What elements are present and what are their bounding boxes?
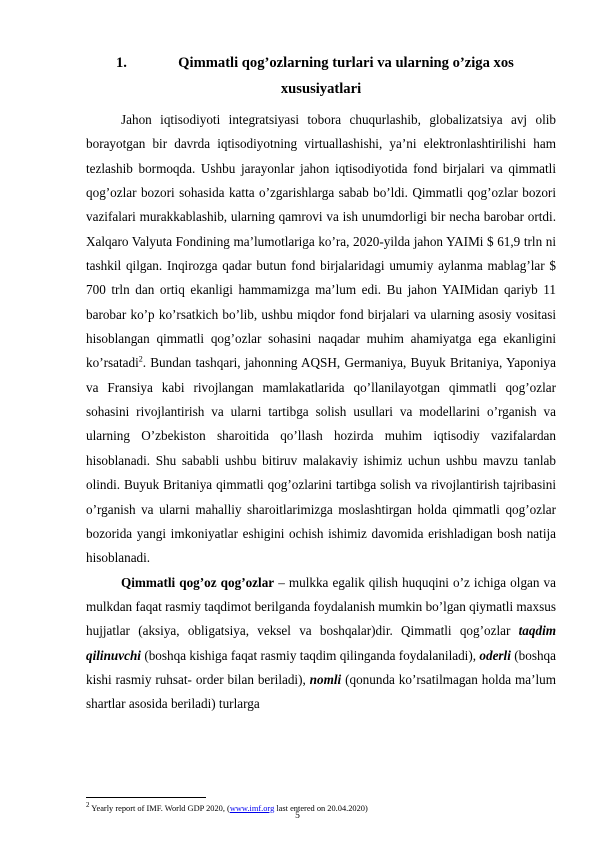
section-number: 1. [116, 55, 127, 71]
footnote-text: Yearly report of IMF. World GDP 2020, ( [89, 803, 230, 813]
footnote-reference[interactable]: 2 [138, 355, 143, 365]
defined-term: Qimmatli qog’oz qog’ozlar [121, 574, 275, 590]
paragraph-2-text-3: (boshqa kishi rasmiy ruhsat- order bilan beriladi), [86, 647, 556, 687]
emphasis-term-1: taqdim qilinuvchi [86, 623, 556, 663]
paragraph-1-continuation: . Bundan tashqari, jahonning AQSH, Germaniya, Buyuk Britaniya, Yaponiya va Fransiya kabi rivojlangan mamlakatlarida qo’llanilayotgan qimmatli qog’ozlar sohasini rivojlantirish va ularni tartibga solish usullari va modellarini o’rganish va ularning O’zbekiston sharoitida qo’llash hozirda muhim iqtisodiy vazifalardan hisoblanadi. Shu sababli ushbu bitiruv malakaviy ishimiz uchun ushbu mavzu tanlab olindi. Buyuk Britaniya qimmatli qog’ozlarini tartibga solish va rivojlantirish tajribasini o’rganish va ularni mahalliy sharoitlarimizga moslashtirgan holda qimmatli qog’ozlar bozorida yangi imkoniyatlar eshigini ochish ishimiz davomida erishladigan bosh natija hisoblanadi. [86, 355, 556, 566]
paragraph-2-text-2: (boshqa kishiga faqat rasmiy taqdim qilinganda foydalaniladi), [140, 647, 480, 663]
paragraph-2-text-4: (qonunda ko’rsatilmagan holda ma’lum shartlar asosida beriladi) turlarga [86, 671, 556, 712]
footnote-separator [86, 797, 206, 798]
paragraph-2-text-1: – mulkka egalik qilish huquqini o’z ichiga olgan va mulkdan faqat rasmiy taqdimot berilganda foydalanish mumkin bo’lgan qiymatli maxsus hujjatlar (aksiya, obligatsiya, veksel va boshqalar)dir. Qimmatli qog’ozlar [86, 574, 556, 639]
paragraph-1-text: Jahon iqtisodiyoti integratsiyasi tobora chuqurlashib, globalizatsiya avj olib borayotgan bir davrda iqtisodiyotning virtuallashishi, ya’ni elektronlashtirilishi ham tezlashib bormoqda. Ushbu jarayonlar jahon iqtisodiyotida fond birjalari va qimmatli qog’ozlar bozori sohasida katta o’zgarishlarga sabab bo’ldi. Qimmatli qog’ozlar bozori vazifalari murakkablashib, ularning qamrovi va ish unumdorligi bir necha barobar ortdi. Xalqaro Valyuta Fondining ma’lumotlariga ko’ra, 2020-yilda jahon YAIMi $ 61,9 trln ni tashkil qilgan. Inqirozga qadar butun fond birjalaridagi umumiy aylanma mablag’lar $ 700 trln dan ortiq ekanligi hammamizga ma’lum edi. Bu jahon YAIMidan qariyb 11 barobar ko’p ko’rsatkich bo’lib, ushbu miqdor fond birjalari va ularning asosiy vositasi hisoblangan qimmatli qog’ozlar sohasini naqadar muhim ahamiyatga ega ekanligini ko’rsatadi [86, 112, 556, 371]
emphasis-term-2: oderli [479, 647, 511, 663]
paragraph-1 [86, 108, 556, 571]
footnote-mark: 2 [86, 801, 90, 809]
heading-line-2: xususiyatlari [280, 81, 362, 97]
footnote-text-end: last entered on 20.04.2020) [274, 803, 368, 813]
body-text [86, 108, 556, 717]
emphasis-term-3: nomli [309, 671, 342, 687]
paragraph-2 [86, 571, 556, 717]
section-heading [86, 50, 556, 102]
page-number: 5 [295, 811, 300, 821]
heading-line-1: Qimmatli qog’ozlarning turlari va ularning o’ziga xos [178, 55, 514, 71]
footnote-link[interactable]: www.imf.org [229, 803, 275, 813]
